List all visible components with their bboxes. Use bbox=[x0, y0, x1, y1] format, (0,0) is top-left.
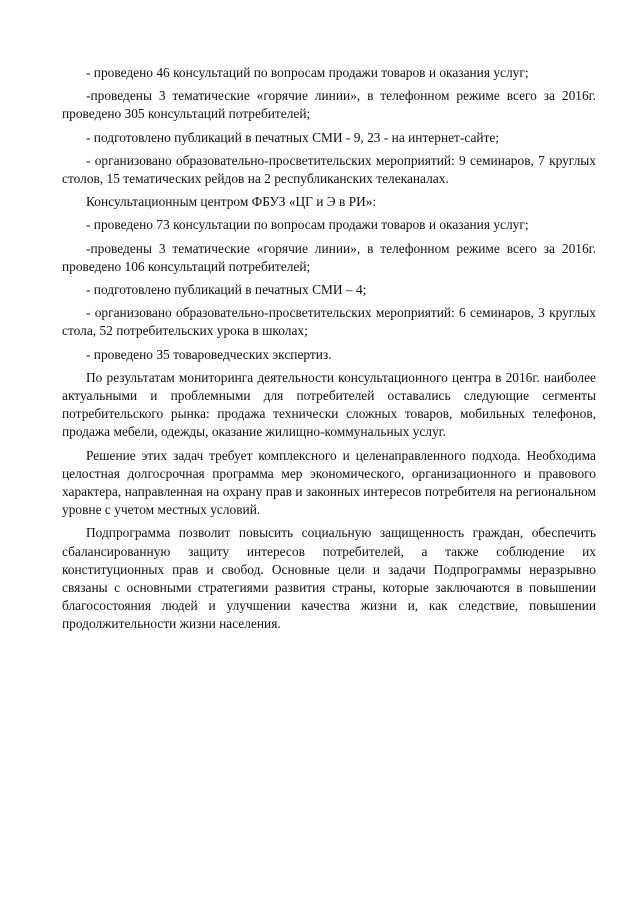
list-item: - проведено 73 консультации по вопросам продажи товаров и оказания услуг; bbox=[86, 217, 529, 233]
list-item: - проведено 46 консультаций по вопросам продажи товаров и оказания услуг; bbox=[86, 65, 529, 80]
body-paragraph: По результатам мониторинга деятельности консультационного центра в 2016г. наиболее актуальными и проблемными для потребителей оставались следующие сегменты потребительского рынка: продажа технически сложных товаров, мобильных телефонов, продажа мебели, одежды, оказание жилищно-коммунальных услуг. bbox=[62, 369, 596, 440]
list-item: - организовано образовательно-просветительских мероприятий: 6 семинаров, 3 круглых стола, 52 потребительских урока в школах; bbox=[62, 305, 596, 339]
document-page bbox=[62, 64, 596, 639]
list-item: - проведено 35 товароведческих экспертиз. bbox=[86, 346, 332, 362]
list-item: -проведены 3 тематические «горячие линии», в телефонном режиме всего за 2016г. проведено 106 консультаций потребителей; bbox=[62, 240, 596, 274]
body-paragraph: Подпрограмма позволит повысить социальную защищенность граждан, обеспечить сбалансированную защиту интересов потребителей, а также соблюдение их конституционных прав и свобод. Основные цели и задачи Подпрограммы неразрывно связаны с основными стратегиями развития страны, которые заключаются в повышении благосостояния людей и улучшении качества жизни и, как следствие, повышении продолжительности жизни населения. bbox=[62, 525, 596, 632]
list-item: -проведены 3 тематические «горячие линии», в телефонном режиме всего за 2016г. проведено 305 консультаций потребителей; bbox=[62, 88, 596, 122]
list-item: - подготовлено публикаций в печатных СМИ – 4; bbox=[86, 282, 367, 298]
body-paragraph: Решение этих задач требует комплексного и целенаправленного подхода. Необходима целостная долгосрочная программа мер экономического, организационного и правового характера, направленная на охрану прав и законных интересов потребителя на региональном уровне с учетом местных условий. bbox=[62, 447, 596, 518]
section-heading: Консультационным центром ФБУЗ «ЦГ и Э в РИ»: bbox=[86, 194, 377, 210]
list-item: - организовано образовательно-просветительских мероприятий: 9 семинаров, 7 круглых столов, 15 тематических рейдов на 2 республиканских телеканалах. bbox=[62, 152, 596, 187]
list-item: - подготовлено публикаций в печатных СМИ - 9, 23 - на интернет-сайте; bbox=[86, 129, 500, 145]
